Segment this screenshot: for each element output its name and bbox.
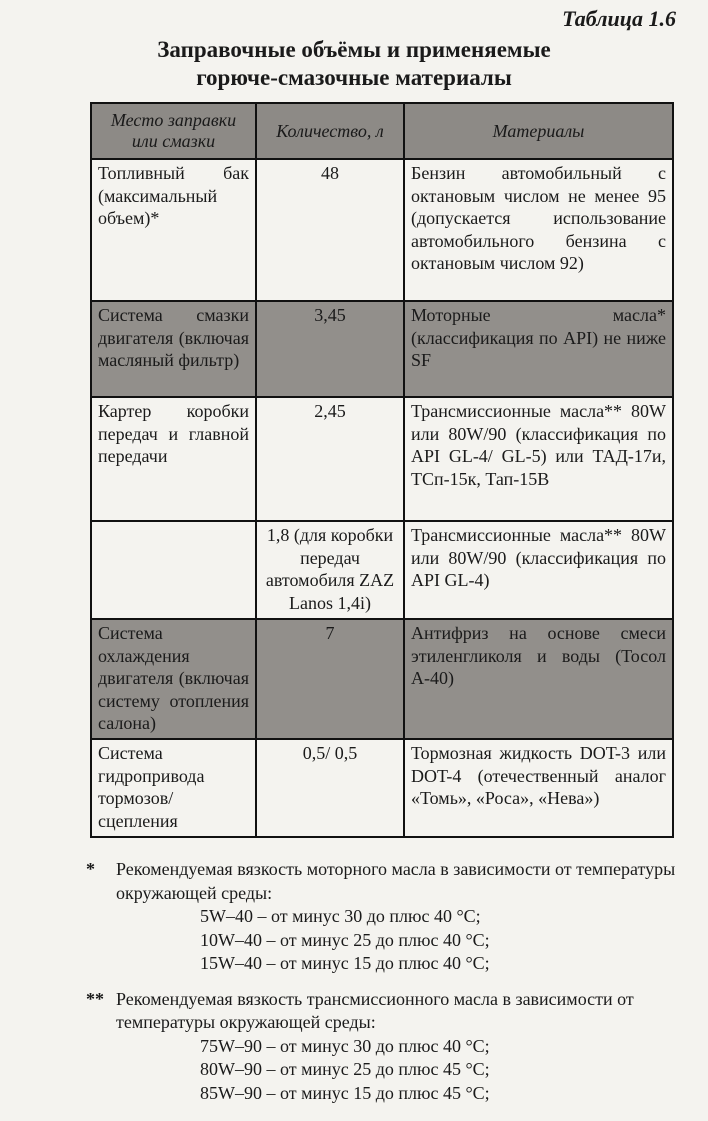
- cell-place: Система смазки двигателя (включая масляный фильтр): [91, 301, 256, 397]
- table-row: [91, 619, 673, 739]
- cell-place-empty: [91, 521, 256, 619]
- viscosity-line: 80W–90 – от минус 25 до плюс 45 °С;: [200, 1059, 490, 1079]
- footnote-text: Рекомендуемая вязкость моторного масла в зависимости от температуры окружающей среды:: [116, 859, 676, 903]
- viscosity-line: 85W–90 – от минус 15 до плюс 45 °С;: [200, 1082, 490, 1103]
- footnotes: [86, 858, 676, 1105]
- cell-place: Топливный бак (максимальный объем)*: [91, 159, 256, 301]
- title-line-1: Заправочные объёмы и применяемые: [157, 37, 551, 62]
- cell-material: Трансмиссионные масла** 80W или 80W/90 (классификация по API GL-4): [404, 521, 673, 619]
- cell-material: Бензин автомобильный с октановым числом не менее 95 (допускается использование автомобильного бензина с октановым числом 92): [404, 159, 673, 301]
- cell-material: Тормозная жидкость DOT-3 или DOT-4 (отечественный аналог «Томь», «Роса», «Нева»): [404, 739, 673, 837]
- fill-volumes-table: [90, 102, 674, 838]
- cell-material: Моторные масла* (классификация по API) не ниже SF: [404, 301, 673, 397]
- cell-material: Антифриз на основе смеси этиленгликоля и воды (Тосол А-40): [404, 619, 673, 739]
- column-header-materials: Материалы: [404, 103, 673, 159]
- viscosity-line: 10W–40 – от минус 25 до плюс 40 °С;: [200, 929, 490, 950]
- page-title: [0, 36, 708, 92]
- cell-quantity: 7: [256, 619, 404, 739]
- footnote-mark: *: [86, 859, 95, 879]
- title-line-2: горюче-смазочные материалы: [196, 65, 512, 90]
- footnote-mark: **: [86, 988, 104, 1009]
- viscosity-line: 15W–40 – от минус 15 до плюс 40 °С;: [200, 953, 490, 973]
- cell-quantity: 2,45: [256, 397, 404, 521]
- viscosity-line: 75W–90 – от минус 30 до плюс 40 °С;: [200, 1035, 490, 1056]
- cell-quantity: 1,8 (для коробки передач автомобиля ZAZ Lanos 1,4i): [256, 521, 404, 619]
- cell-place: Система гидропривода тормозов/сцепления: [91, 739, 256, 837]
- footnote-text: Рекомендуемая вязкость трансмиссионного масла в зависимости от температуры окружающей среды:: [116, 988, 634, 1032]
- table-number: Таблица 1.6: [562, 6, 676, 31]
- cell-quantity: 3,45: [256, 301, 404, 397]
- table-row: [91, 739, 673, 837]
- cell-place: Система охлаждения двигателя (включая систему отопления салона): [91, 619, 256, 739]
- column-header-place: Место заправки или смазки: [91, 103, 256, 159]
- table-header-row: [91, 103, 673, 159]
- cell-place: Картер коробки передач и главной передачи: [91, 397, 256, 521]
- footnote-transmission-oil: [86, 988, 676, 1106]
- cell-material: Трансмиссионные масла** 80W или 80W/90 (классификация по API GL-4/ GL-5) или ТАД-17и, ТСп-15к, Тап-15В: [404, 397, 673, 521]
- table-row: [91, 397, 673, 521]
- table-row: [91, 521, 673, 619]
- table-row: [91, 159, 673, 301]
- viscosity-line: 5W–40 – от минус 30 до плюс 40 °С;: [200, 906, 481, 926]
- cell-quantity: 48: [256, 159, 404, 301]
- column-header-quantity: Количество, л: [256, 103, 404, 159]
- footnote-engine-oil: [86, 858, 676, 976]
- table-row: [91, 301, 673, 397]
- cell-quantity: 0,5/ 0,5: [256, 739, 404, 837]
